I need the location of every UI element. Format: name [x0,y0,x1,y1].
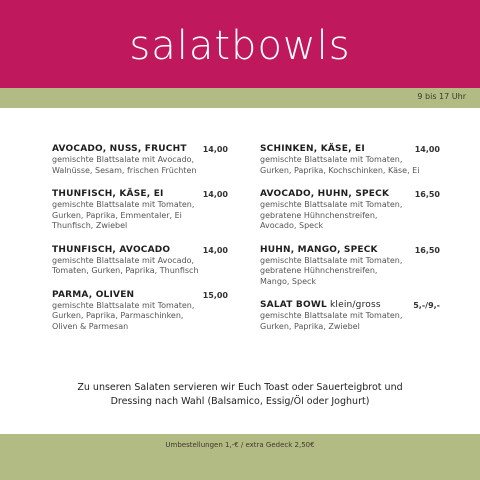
menu-item [52,144,228,176]
item-price: 14,00 [202,245,228,255]
item-name: PARMA, OLIVEN [52,289,135,300]
item-description: gemischte Blattsalate mit Tomaten, gebratene Hühnchenstreifen, Mango, Speck [260,255,403,286]
item-name: AVOCADO, HUHN, SPECK [260,189,390,199]
menu-item [52,290,228,333]
menu-column-left [52,144,228,345]
item-name: SALAT BOWL klein/gross [260,300,381,310]
menu-item [52,245,228,277]
item-price: 5,-/9,- [413,301,440,310]
opening-hours: 9 bis 17 Uhr [417,92,466,101]
item-description: gemischte Blattsalate mit Tomaten, gebratene Hühnchenstreifen, Avocado, Speck [260,200,403,230]
hours-band [0,88,480,108]
item-description: gemischte Blattsalate mit Avocado, Walnüsse, Sesam, frischen Früchten [52,155,197,175]
item-price: 14,00 [202,190,228,199]
page-title: salatbowls [129,23,351,69]
menu-item [52,189,228,232]
item-description: gemischte Blattsalate mit Tomaten, Gurken, Paprika, Kochschinken, Käse, Ei [260,155,420,175]
item-size-options: klein/gross [326,300,381,310]
menu-item [260,300,440,332]
item-name: SCHINKEN, KÄSE, EI [260,144,365,154]
item-description: gemischte Blattsalate mit Tomaten, Gurken, Paprika, Emmentaler, Ei Thunfisch, Zwiebel [52,200,195,230]
item-name: HUHN, MANGO, SPECK [260,244,378,255]
menu-item [260,189,440,232]
item-name: AVOCADO, NUSS, FRUCHT [52,144,187,154]
footer-band [0,434,480,480]
menu-item [260,144,440,176]
item-price: 15,00 [202,290,228,300]
item-description: gemischte Blattsalate mit Tomaten, Gurken, Paprika, Zwiebel [260,311,403,331]
item-description: gemischte Blattsalate mit Avocado, Tomaten, Gurken, Paprika, Thunfisch [52,255,199,275]
footer-note: Umbestellungen 1,-€ / extra Gedeck 2,50€ [165,441,315,449]
item-price: 16,50 [414,245,440,255]
item-name: THUNFISCH, KÄSE, EI [52,189,164,199]
item-name: THUNFISCH, AVOCADO [52,244,171,255]
header-banner [0,0,480,88]
menu-column-right [260,144,440,345]
serving-note: Zu unseren Salaten servieren wir Euch Toast oder Sauerteigbrot und Dressing nach Wahl (Balsamico, Essig/Öl oder Joghurt) [77,382,403,407]
item-price: 14,00 [202,145,228,154]
item-price: 14,00 [414,145,440,154]
item-description: gemischte Blattsalate mit Tomaten, Gurken, Paprika, Parmaschinken, Oliven & Parmesan [52,300,195,331]
item-price: 16,50 [414,190,440,199]
menu-item [260,245,440,288]
